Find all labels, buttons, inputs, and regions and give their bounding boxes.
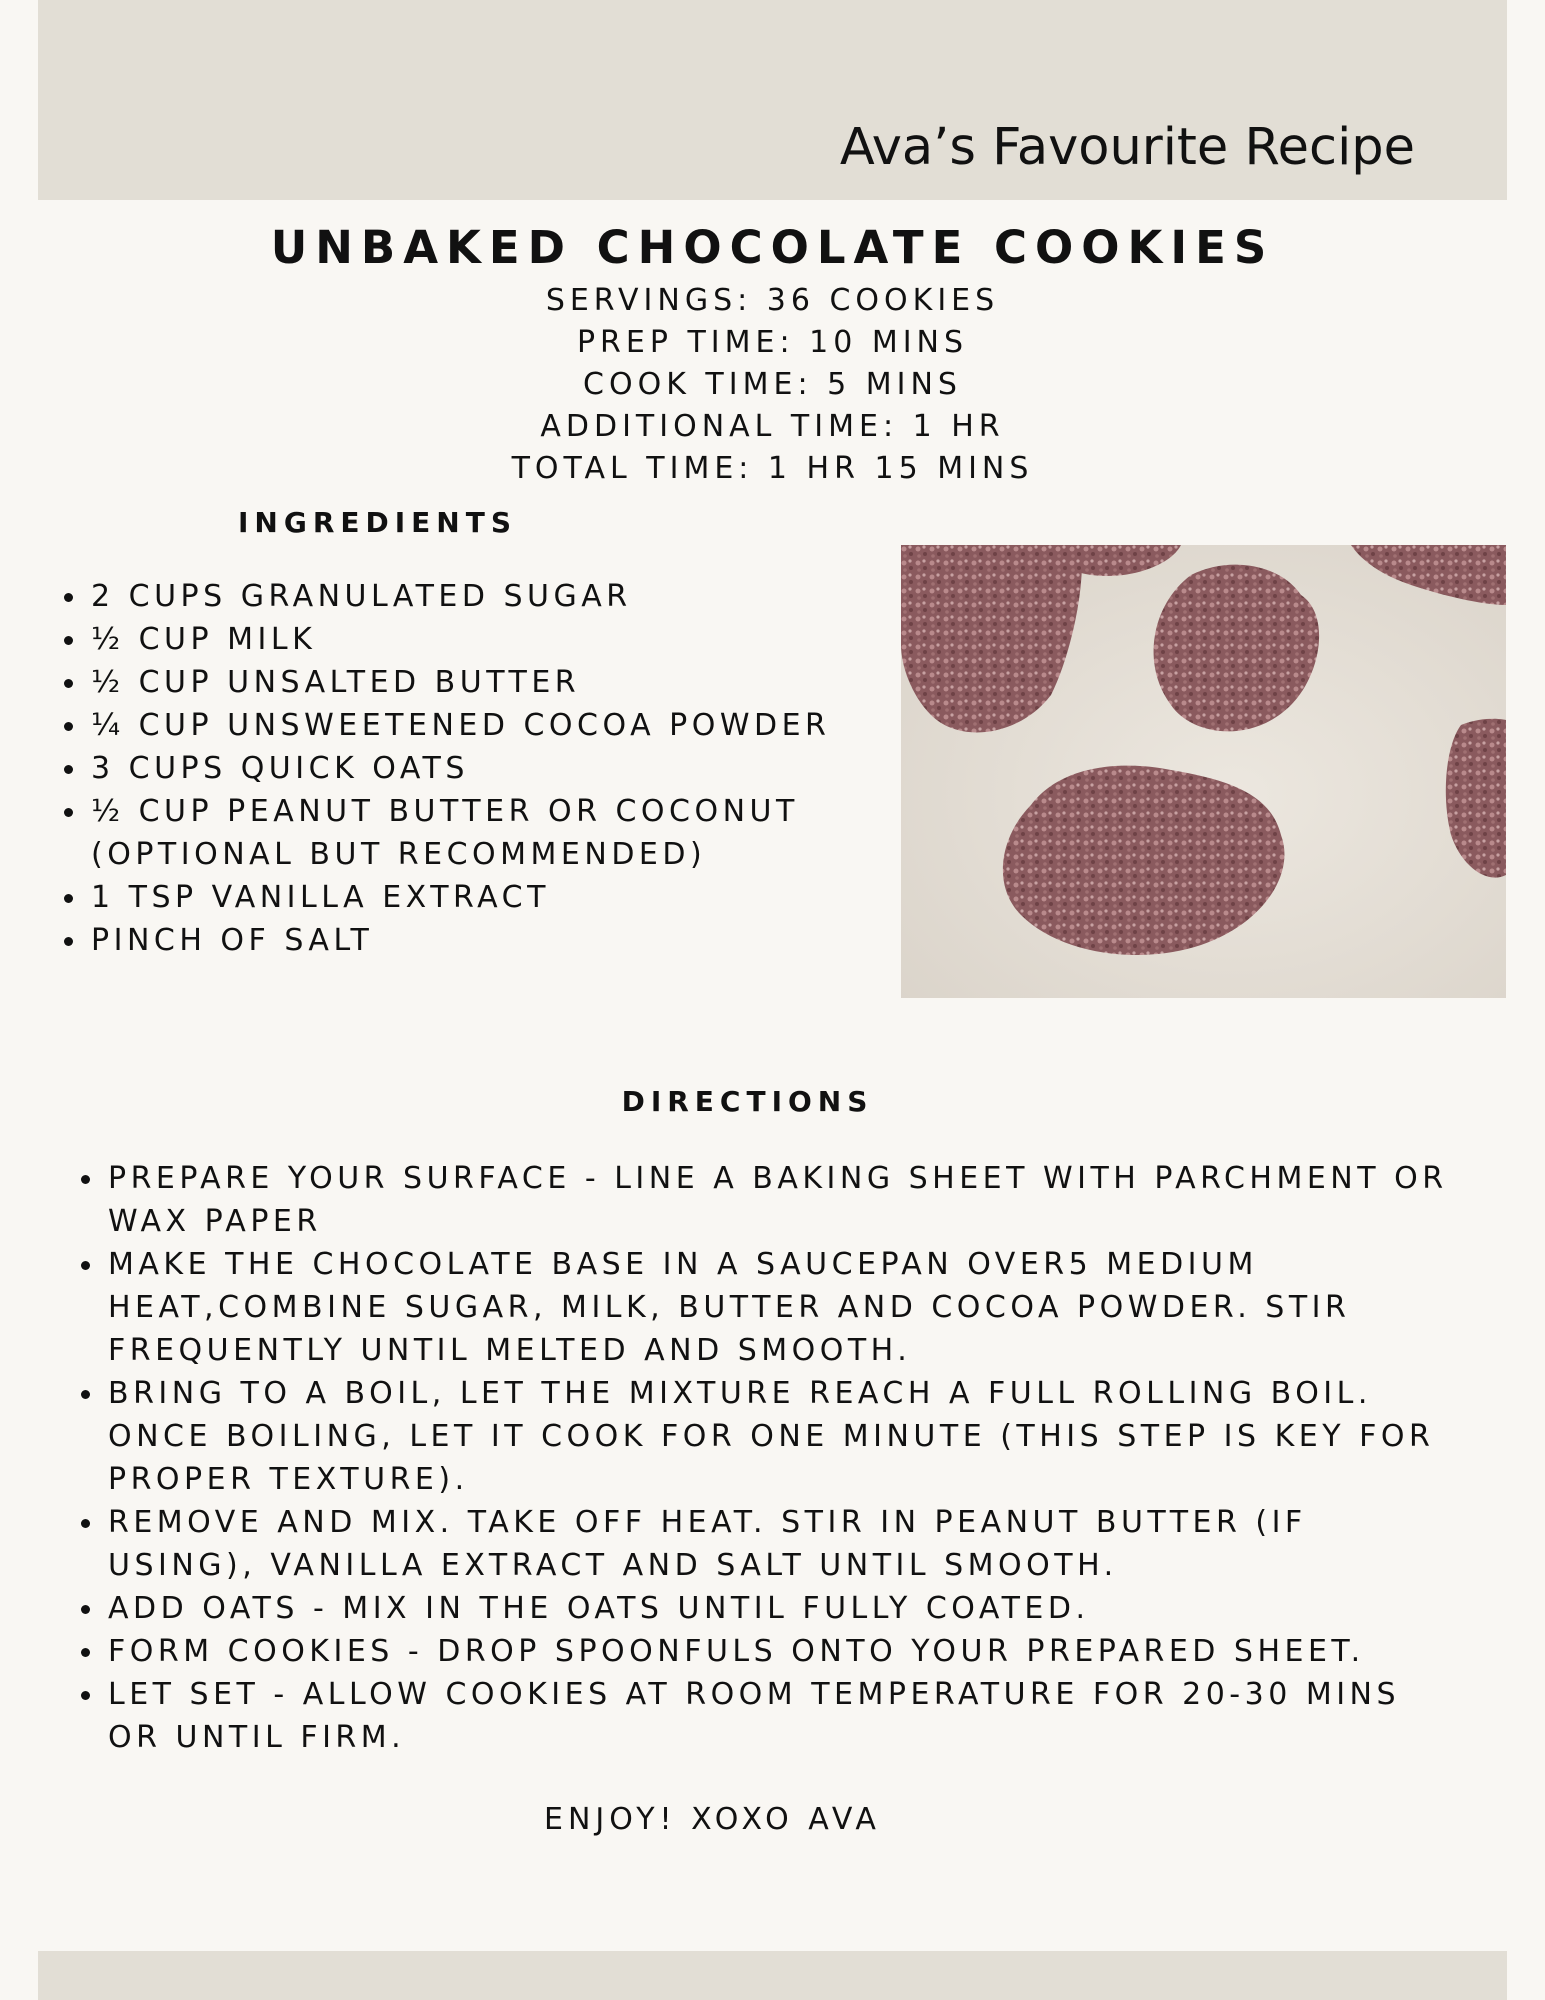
ingredient-item: ½ CUP UNSALTED BUTTER <box>91 661 891 704</box>
directions-heading: DIRECTIONS <box>621 1085 874 1118</box>
direction-step: LET SET - ALLOW COOKIES AT ROOM TEMPERATURE FOR 20-30 MINS OR UNTIL FIRM. <box>108 1673 1448 1759</box>
direction-step: ADD OATS - MIX IN THE OATS UNTIL FULLY COATED. <box>108 1587 1448 1630</box>
direction-step: FORM COOKIES - DROP SPOONFULS ONTO YOUR PREPARED SHEET. <box>108 1630 1448 1673</box>
ingredient-item: ½ CUP MILK <box>91 618 891 661</box>
direction-step: MAKE THE CHOCOLATE BASE IN A SAUCEPAN OVER5 MEDIUM HEAT,COMBINE SUGAR, MILK, BUTTER AND COCOA POWDER. STIR FREQUENTLY UNTIL MELTED AND SMOOTH. <box>108 1243 1448 1372</box>
ingredient-item: 2 CUPS GRANULATED SUGAR <box>91 575 891 618</box>
prep-time-text: PREP TIME: 10 MINS <box>576 325 969 360</box>
direction-step: PREPARE YOUR SURFACE - LINE A BAKING SHEET WITH PARCHMENT OR WAX PAPER <box>108 1157 1448 1243</box>
servings-text: SERVINGS: 36 COOKIES <box>545 283 1000 318</box>
cookies-photo <box>901 545 1506 998</box>
recipe-meta <box>0 280 1545 490</box>
ingredient-item: 3 CUPS QUICK OATS <box>91 747 891 790</box>
ingredient-item: ¼ CUP UNSWEETENED COCOA POWDER <box>91 704 891 747</box>
ingredient-item: ½ CUP PEANUT BUTTER OR COCONUT (OPTIONAL BUT RECOMMENDED) <box>91 790 851 876</box>
recipe-title: UNBAKED CHOCOLATE COOKIES <box>270 221 1275 274</box>
ingredient-item: PINCH OF SALT <box>91 919 891 962</box>
ingredient-item: 1 TSP VANILLA EXTRACT <box>91 876 891 919</box>
directions-list <box>108 1157 1448 1759</box>
direction-step: BRING TO A BOIL, LET THE MIXTURE REACH A FULL ROLLING BOIL. ONCE BOILING, LET IT COOK FOR ONE MINUTE (THIS STEP IS KEY FOR PROPER TEXTURE). <box>108 1372 1448 1501</box>
page-header-title: Ava’s Favourite Recipe <box>839 118 1415 177</box>
footer-band <box>38 1951 1507 2000</box>
direction-step: REMOVE AND MIX. TAKE OFF HEAT. STIR IN PEANUT BUTTER (IF USING), VANILLA EXTRACT AND SALT UNTIL SMOOTH. <box>108 1501 1448 1587</box>
ingredients-list <box>91 575 891 962</box>
signoff-text: ENJOY! XOXO AVA <box>544 1802 881 1837</box>
ingredients-heading: INGREDIENTS <box>238 506 518 539</box>
cookies-photo-illustration <box>901 545 1506 998</box>
cook-time-text: COOK TIME: 5 MINS <box>583 367 962 402</box>
total-time-text: TOTAL TIME: 1 HR 15 MINS <box>511 451 1034 486</box>
additional-time-text: ADDITIONAL TIME: 1 HR <box>540 409 1005 444</box>
